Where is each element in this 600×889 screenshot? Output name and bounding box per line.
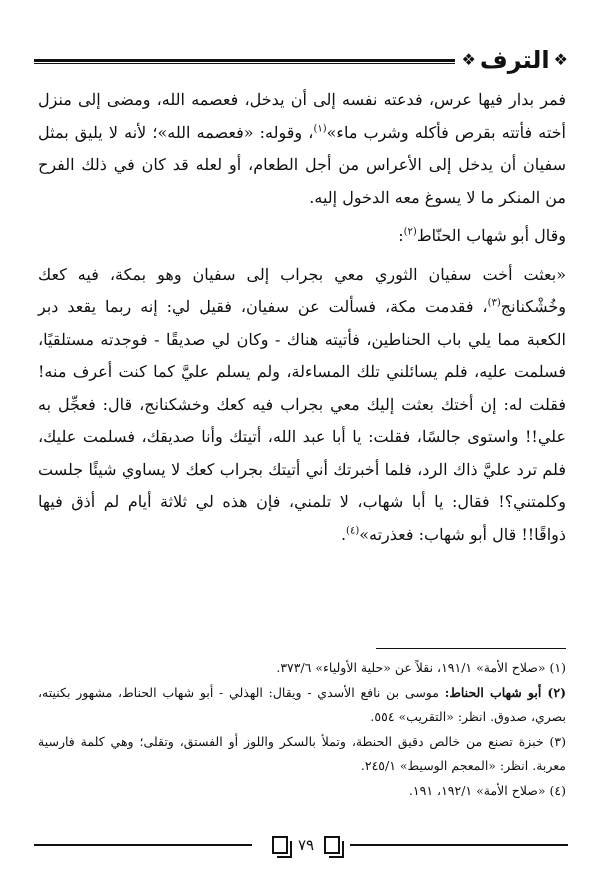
footnote-text: (٣) خبزة تصنع من خالص دقيق الحنطة، وتملأ بالسكر واللوز أو الفستق، وتقلى؛ وهي كلمة فارسية معربة. انظر: «المعجم الوسيط» ٢٤٥/١.: [38, 733, 566, 773]
footnote: [38, 730, 566, 779]
footer-rule: [34, 844, 252, 846]
ornament-icon: ❖: [553, 50, 568, 69]
page-number: ٧٩: [297, 836, 315, 854]
book-icon: [272, 836, 288, 854]
paragraph-text: :: [398, 226, 404, 245]
header-title-group: [455, 43, 568, 77]
page-footer: [34, 832, 568, 858]
footer-rule: [350, 844, 568, 846]
page-title: الترف: [479, 46, 550, 74]
main-text: [38, 84, 566, 551]
footnote-heading: (٢) أبو شهاب الحناط:: [444, 684, 566, 700]
paragraph-text: فمر بدار فيها عرس، فدعته نفسه إلى أن يدخل، فعصمه الله، ومضى إلى منزل أخته فأتته بقرص فأكله وشرب ماء»: [38, 90, 567, 142]
paragraph: [38, 259, 566, 552]
footnote-ref: (٤): [346, 525, 360, 537]
footnote-ref: (٢): [403, 226, 417, 238]
footnote-rule: [376, 648, 566, 649]
paragraph-text: ، فقدمت مكة، فسألت عن سفيان، فقيل لي: إنه ربما يقعد دبر الكعبة مما يلي باب الحناطين، فأتيته هناك - وكان لي صديقًا - فوجدته مستلقيًا، فسلمت عليه، فلم يسائلني تلك المساءلة، ولم يسلم عليَّ كما كنت أعرف منه! فقلت له: إن أختك بعثت إليك معي بجراب فيه كعك وخشكنانج، قال: فعجِّل به علي!! واستوى جالسًا، فقلت: يا أبا عبد الله، أتيتك وأنا صديقك، فسلمت عليك، فلم ترد عليَّ ذاك الرد، فلما أخبرتك أني أتيتك بجراب كعك لا يساوي شيئًا جلست وكلمتني؟! فقال: يا أبا شهاب، لا تلمني، فإن هذه لي ثلاثة أيام لم أذق فيها ذواقًا!! قال أبو شهاب: فعذرته»: [38, 297, 566, 544]
footnote-text: موسى بن نافع الأسدي - ويقال: الهذلي - أبو شهاب الحناط، مشهور بكنيته، بصري، صدوق. انظر: «التقريب» ٥٥٤.: [38, 684, 566, 724]
footnote-text: (٤) «صلاح الأمة» ١٩٢/١، ١٩١.: [408, 782, 566, 798]
page-number-box: [260, 832, 352, 858]
footnote: [38, 779, 566, 804]
paragraph: [38, 84, 566, 214]
footnotes: [38, 656, 566, 803]
footnote: [38, 681, 566, 730]
footnote-ref: (٣): [487, 297, 501, 309]
paragraph-text: .: [340, 524, 347, 544]
paragraph-text: ، وقوله: «فعصمه الله»؛ لأنه لا يليق بمثل سفيان أن يدخل إلى الأعراس من أجل الطعام، أو لعله قد كان في ذلك الفرح من المنكر ما لا يسوغ معه الدخول إليه.: [38, 122, 566, 207]
page-header: [34, 40, 568, 80]
ornament-icon: ❖: [461, 50, 476, 69]
book-icon: [324, 836, 340, 854]
paragraph: [38, 220, 566, 253]
paragraph-text: وقال أبو شهاب الحنّاط: [416, 226, 566, 245]
footnote-text: (١) «صلاح الأمة» ١٩١/١، نقلاً عن «حلية الأولياء» ٣٧٣/٦.: [276, 660, 566, 675]
footnote: [38, 656, 566, 681]
paragraph-text: «بعثت أخت سفيان الثوري معي بجراب إلى سفيان وهو بمكة، فيه كعك وخُشْكنانج: [38, 264, 566, 316]
footnote-ref: (١): [313, 123, 327, 135]
